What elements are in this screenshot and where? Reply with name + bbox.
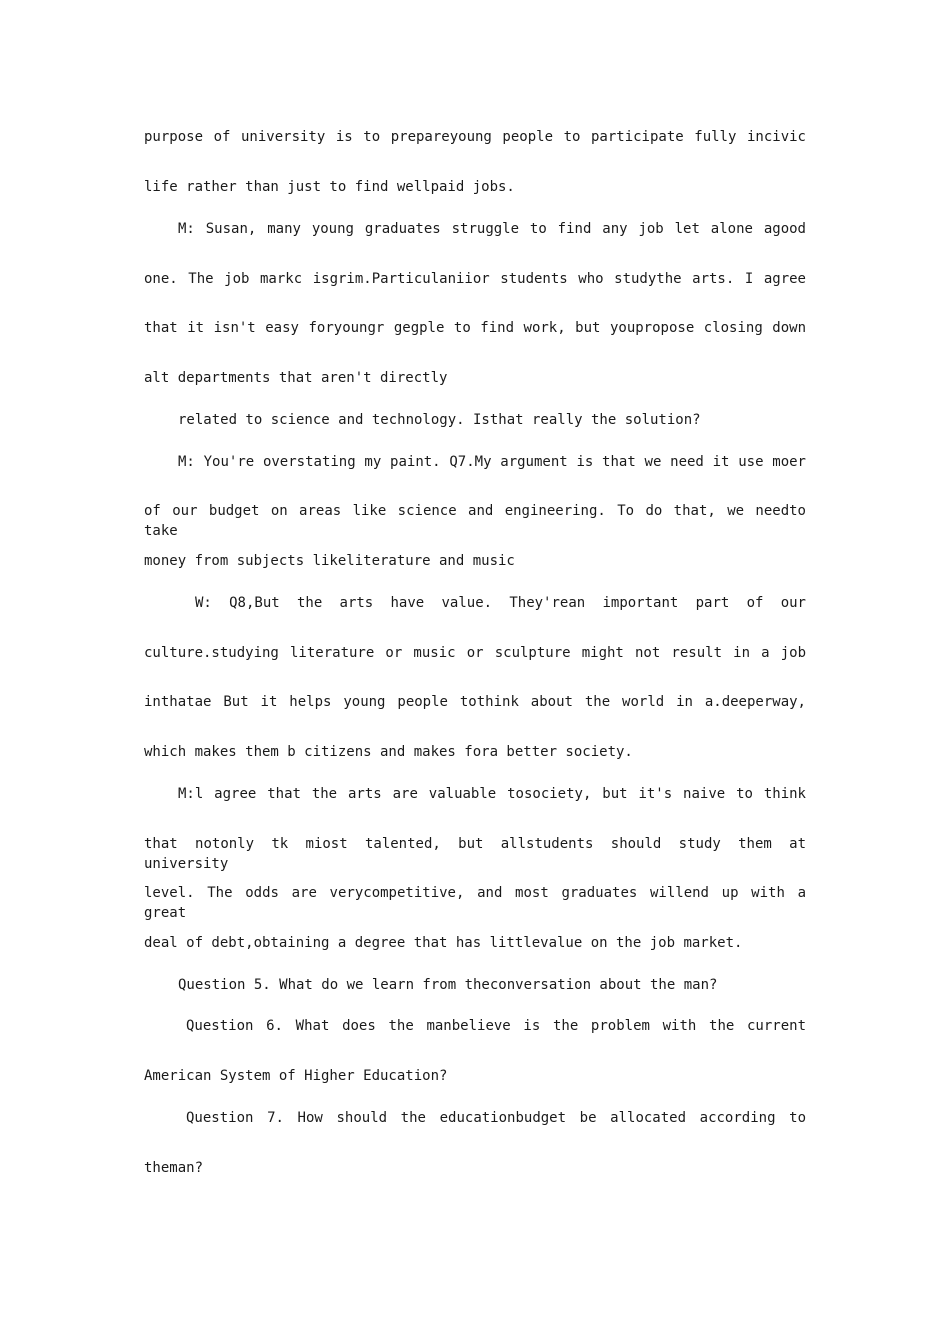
text-line: culture.studying literature or music or sculpture might not result in a job bbox=[144, 645, 806, 661]
text-line: M: You're overstating my paint. Q7.My argument is that we need it use moer bbox=[178, 454, 806, 470]
text-line: W: Q8,But the arts have value. They'rean important part of our bbox=[195, 595, 806, 611]
text-line: life rather than just to find wellpaid jobs. bbox=[144, 179, 515, 195]
text-line: of our budget on areas like science and engineering. To do that, we needto take bbox=[144, 503, 806, 539]
text-line: purpose of university is to prepareyoung people to participate fully incivic bbox=[144, 129, 806, 145]
text-line: alt departments that aren't directly bbox=[144, 370, 448, 386]
question-line: Question 7. How should the educationbudget be allocated according to bbox=[186, 1110, 806, 1126]
text-line: M:l agree that the arts are valuable tosociety, but it's naive to think bbox=[178, 786, 806, 802]
text-line: M: Susan, many young graduates struggle to find any job let alone agood bbox=[178, 221, 806, 237]
question-line: Question 5. What do we learn from theconversation about the man? bbox=[178, 977, 718, 993]
text-line: inthatae But it helps young people tothink about the world in a.deeperway, bbox=[144, 694, 806, 710]
text-line: money from subjects likeliterature and music bbox=[144, 553, 515, 569]
text-line: related to science and technology. Isthat really the solution? bbox=[178, 412, 701, 428]
text-line: American System of Higher Education? bbox=[144, 1068, 448, 1084]
text-line: which makes them b citizens and makes fora better society. bbox=[144, 744, 633, 760]
text-line: level. The odds are verycompetitive, and most graduates willend up with a great bbox=[144, 885, 806, 921]
text-line: that notonly tk miost talented, but allstudents should study them at university bbox=[144, 836, 806, 872]
question-line: Question 6. What does the manbelieve is the problem with the current bbox=[186, 1018, 806, 1034]
text-line: that it isn't easy foryoungr gegple to find work, but youpropose closing down bbox=[144, 320, 806, 336]
text-line: theman? bbox=[144, 1160, 204, 1176]
text-line: deal of debt,obtaining a degree that has littlevalue on the job market. bbox=[144, 935, 743, 951]
text-line: one. The job markc isgrim.Particulaniior students who studythe arts. I agree bbox=[144, 271, 806, 287]
